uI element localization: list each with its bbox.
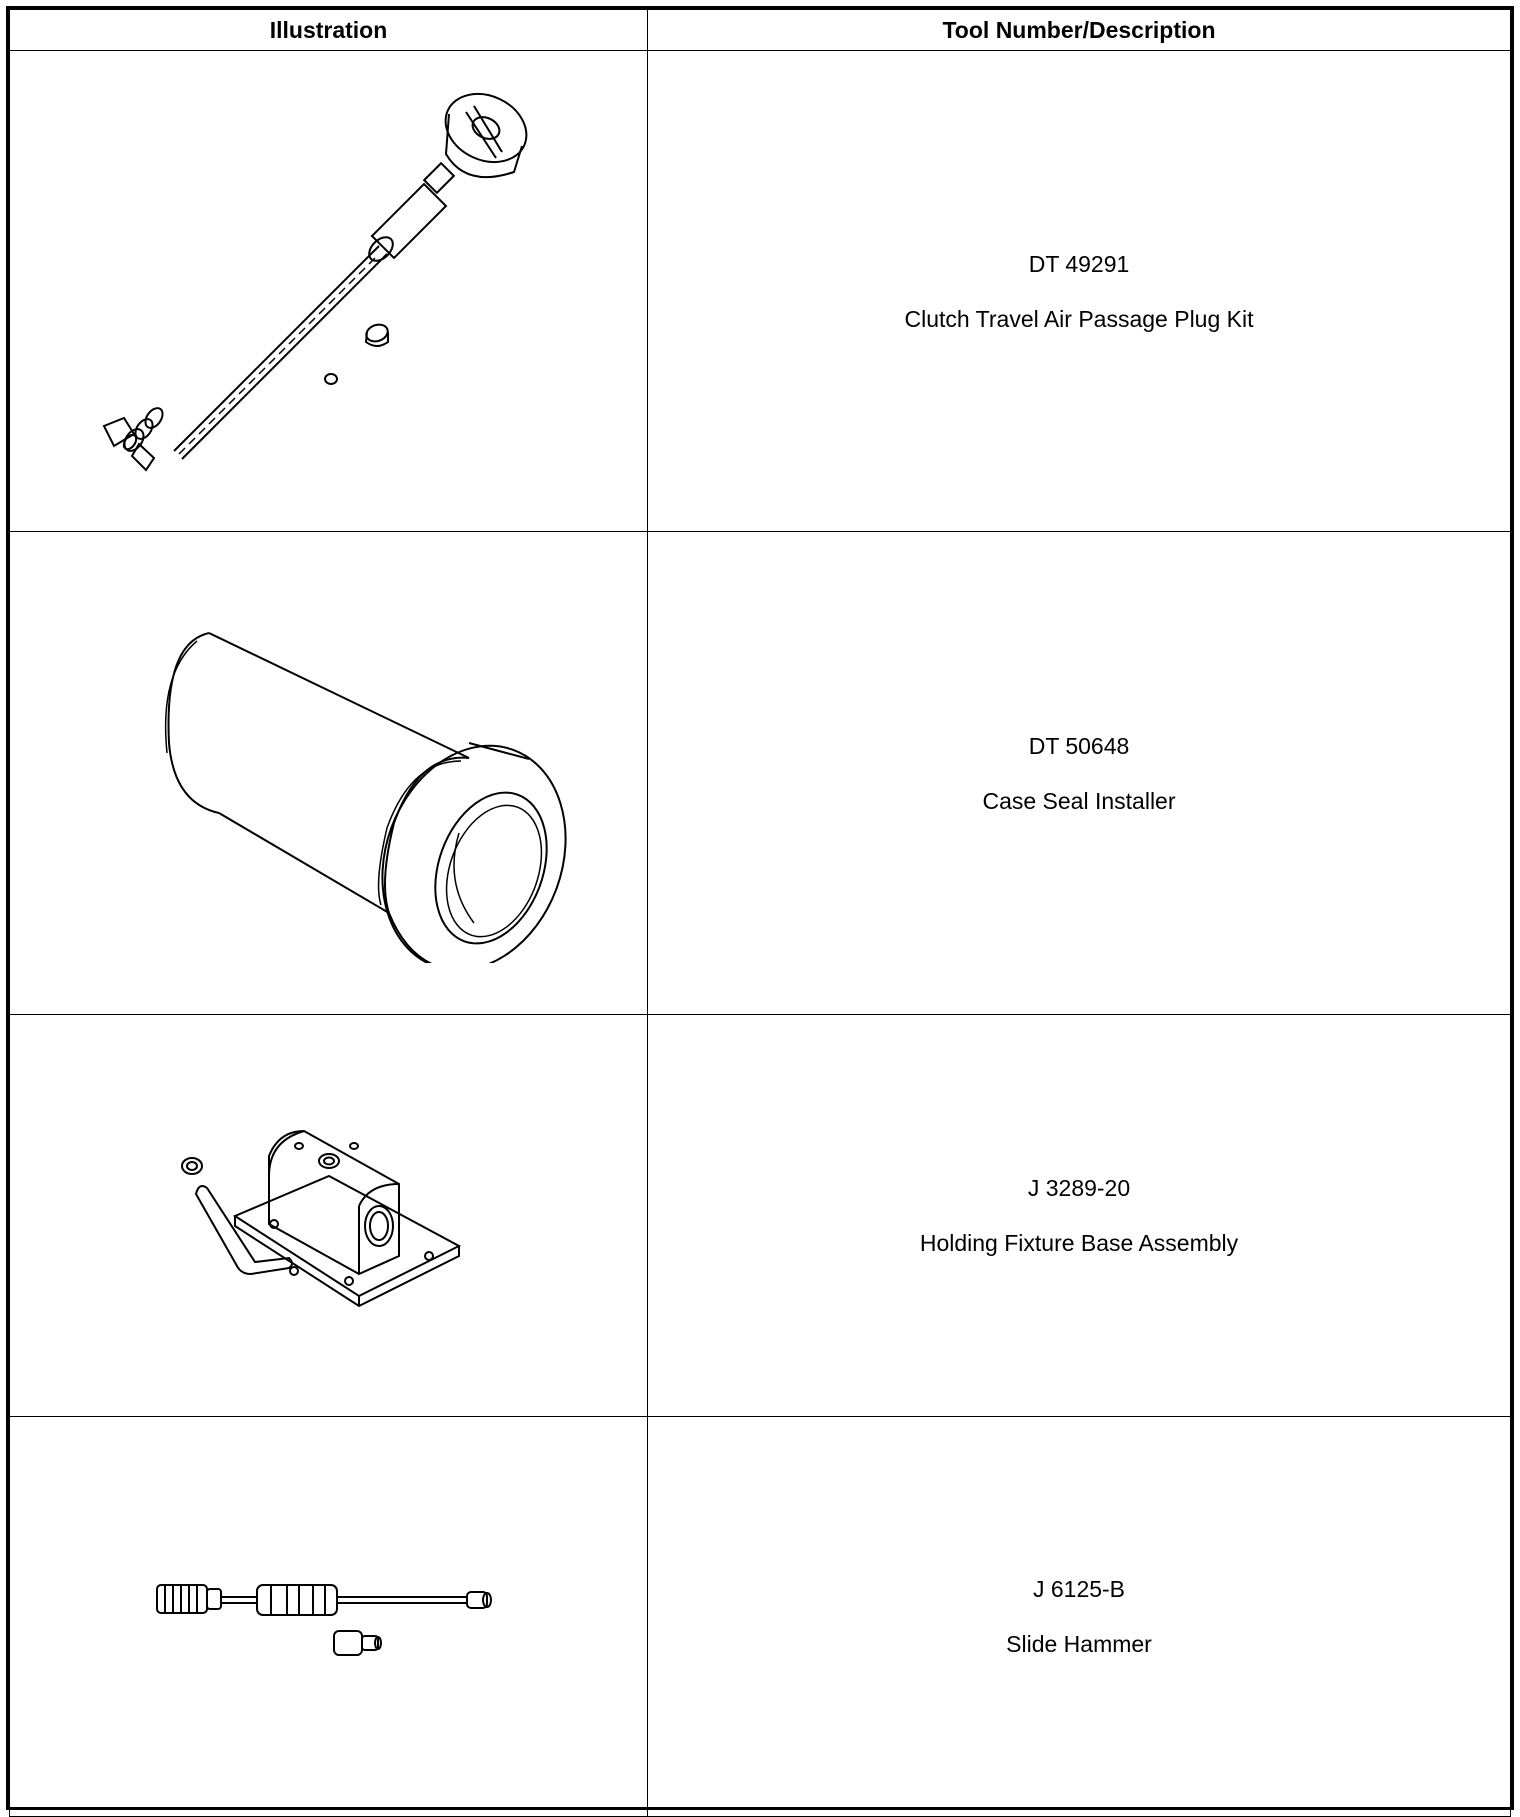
table-row: [10, 1015, 1511, 1417]
table-row: [10, 1417, 1511, 1817]
case-seal-installer-icon: [89, 583, 569, 963]
tool-table: [9, 9, 1511, 1817]
holding-fixture-base-icon: [159, 1106, 499, 1326]
tool-description: Clutch Travel Air Passage Plug Kit: [904, 305, 1254, 332]
tool-description: Holding Fixture Base Assembly: [919, 1230, 1239, 1256]
table-row: [10, 51, 1511, 532]
tool-number: DT 50648: [1028, 732, 1130, 759]
tool-description-cell: [648, 1417, 1511, 1817]
tool-table-frame: [6, 6, 1514, 1810]
table-header-row: [10, 10, 1511, 51]
illustration-cell: [10, 1015, 648, 1417]
tool-number: J 3289-20: [1027, 1175, 1131, 1201]
tool-number: DT 49291: [1028, 250, 1130, 277]
header-tool-description: Tool Number/Description: [648, 10, 1511, 51]
tool-description-cell: [648, 532, 1511, 1015]
illustration-cell: [10, 51, 648, 532]
air-passage-plug-kit-icon: [94, 66, 564, 516]
slide-hammer-icon: [149, 1567, 509, 1667]
tool-description-cell: [648, 51, 1511, 532]
tool-number: J 6125-B: [1032, 1576, 1126, 1602]
tool-description: Case Seal Installer: [982, 787, 1176, 814]
illustration-cell: [10, 532, 648, 1015]
tool-description-cell: [648, 1015, 1511, 1417]
table-row: [10, 532, 1511, 1015]
tool-description: Slide Hammer: [1006, 1631, 1152, 1657]
illustration-cell: [10, 1417, 648, 1817]
header-illustration: Illustration: [10, 10, 648, 51]
